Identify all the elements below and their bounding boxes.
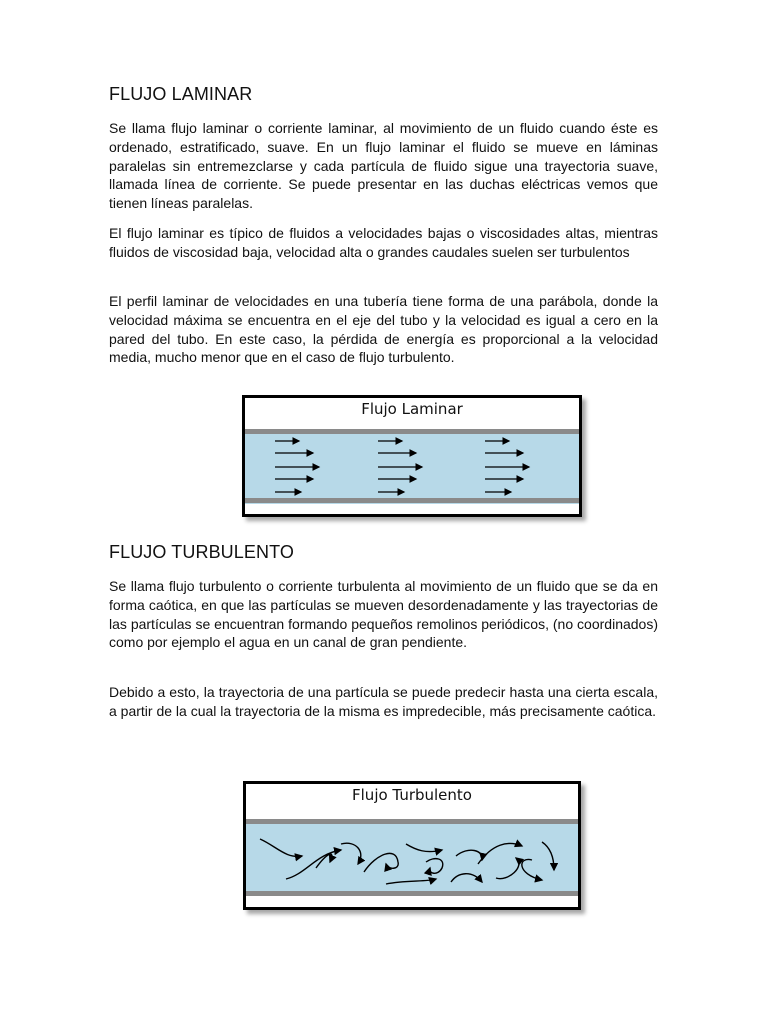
laminar-paragraph-1: Se llama flujo laminar o corriente laminar, al movimiento de un fluido cuando éste es ordenado, estratificado, suave. En un flujo laminar el fluido se mueve en láminas paralelas sin entremezclarse y cada partícula de fluido sigue una trayectoria suave, llamada línea de corriente. Se puede presentar en las duchas eléctricas vemos que tienen líneas paralelas. — [109, 120, 658, 212]
laminar-heading: FLUJO LAMINAR — [109, 84, 253, 104]
turbulent-paragraph-2: Debido a esto, la trayectoria de una partícula se puede predecir hasta una cierta escala, a partir de la cual la trayectoria de la misma es impredecible, más precisamente caótica. — [109, 684, 658, 719]
turbulent-flow-figure — [243, 781, 581, 910]
fluid-region — [245, 432, 579, 504]
top-pipe-wall — [245, 429, 579, 434]
laminar-paragraph-2: El flujo laminar es típico de fluidos a velocidades bajas o viscosidades altas, mientras fluidos de viscosidad baja, velocidad alta o grandes caudales suelen ser turbulentos — [109, 225, 658, 260]
bottom-pipe-wall — [246, 891, 578, 896]
turbulent-paragraph-1: Se llama flujo turbulento o corriente turbulenta al movimiento de un fluido que se da en forma caótica, en que las partículas se mueven desordenadamente y las trayectorias de las partículas se encuentran formando pequeños remolinos periódicos, (no coordinados) como por ejemplo el agua en un canal de gran pendiente. — [109, 578, 658, 651]
laminar-flow-figure — [242, 395, 582, 517]
fluid-region — [246, 822, 578, 894]
bottom-pipe-wall — [245, 498, 579, 503]
laminar-figure-title: Flujo Laminar — [361, 400, 463, 418]
top-pipe-wall — [246, 819, 578, 824]
turbulent-figure-title: Flujo Turbulento — [352, 786, 472, 804]
turbulent-heading: FLUJO TURBULENTO — [109, 542, 294, 562]
laminar-paragraph-3: El perfil laminar de velocidades en una tubería tiene forma de una parábola, donde la velocidad máxima se encuentra en el eje del tubo y la velocidad es igual a cero en la pared del tubo. En este caso, la pérdida de energía es proporcional a la velocidad media, mucho menor que en el caso de flujo turbulento. — [109, 293, 658, 366]
